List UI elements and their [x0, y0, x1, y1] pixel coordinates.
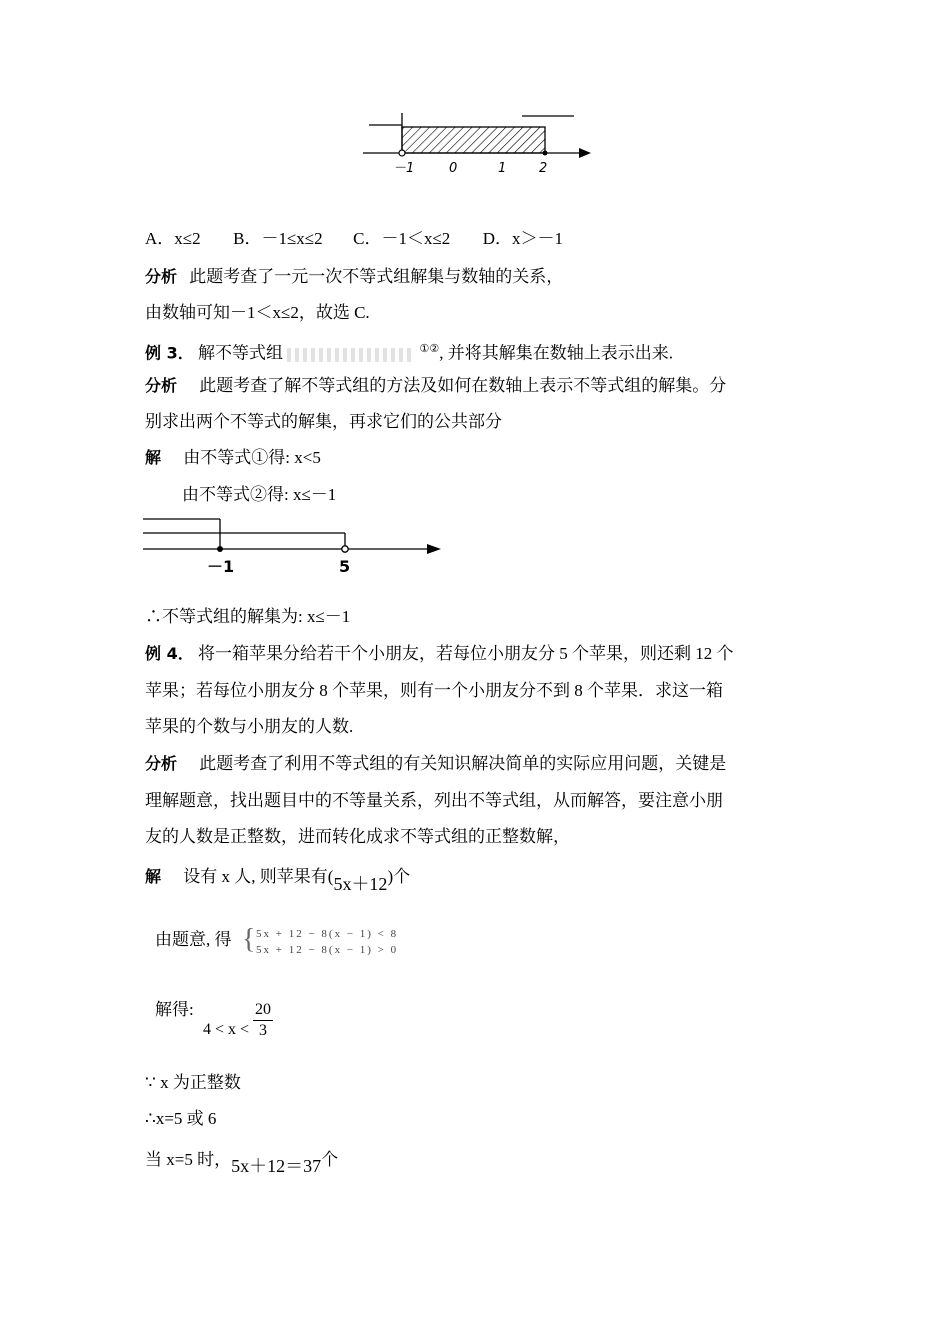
ex4-analysis-label: 分析	[145, 754, 178, 773]
number-line-figure-1	[355, 108, 600, 180]
inequality-system-image	[287, 348, 415, 362]
ex3-solution-label: 解	[145, 448, 162, 467]
tick-label-minus-1: －1	[393, 161, 415, 176]
closed-point-2	[543, 151, 548, 156]
number-line-figure-2	[143, 512, 448, 577]
example-3-label: 例 3．	[145, 343, 194, 363]
ex4-analysis-line-2: 理解题意，找出题目中的不等量关系，列出不等式组，从而解答，要注意小朋	[145, 791, 723, 810]
ex4-analysis-line-3: 友的人数是正整数，进而转化成求不等式组的正整数解，	[145, 827, 570, 846]
ex4-setup-text: 设有 x 人, 则苹果有(	[183, 867, 334, 886]
ex4-question-line-3: 苹果的个数与小朋友的人数.	[145, 717, 354, 736]
ex4-setup-expression: 5x＋12	[333, 874, 388, 894]
ex4-therefore: ∴x=5 或 6	[145, 1109, 217, 1128]
closed-point-minus-1	[217, 546, 223, 552]
analysis-label: 分析	[145, 267, 178, 286]
ex4-question-line-1	[145, 642, 733, 666]
ex4-solution-label: 解	[145, 867, 162, 886]
ex3-analysis-text: 此题考查了解不等式组的方法及如何在数轴上表示不等式组的解集。分	[199, 376, 727, 395]
tick-label-1: 1	[498, 161, 507, 176]
ex4-question-text: 将一箱苹果分给若干个小朋友，若每位小朋友分 5 个苹果，则还剩 12 个	[197, 644, 734, 663]
ex4-when-text: 当 x=5 时，	[145, 1150, 232, 1169]
ex4-when-unit: 个	[321, 1150, 339, 1169]
ex4-when-expression: 5x＋12＝37	[231, 1156, 322, 1176]
ex3-analysis-line-2: 别求出两个不等式的解集，再求它们的公共部分	[145, 412, 502, 431]
system-brace: {	[242, 924, 256, 955]
ex3-conclusion: ∴不等式组的解集为: x≤－1	[145, 607, 351, 626]
ex4-solution-interval	[203, 998, 273, 1039]
inequality-1: 5x + 12 − 8(x − 1) < 8	[256, 928, 399, 940]
ex3-step-1	[145, 446, 321, 470]
ex2-conclusion: 由数轴可知－1＜x≤2，故选 C.	[145, 303, 370, 322]
open-point-5	[342, 546, 348, 552]
fraction-numerator: 20	[253, 1000, 273, 1021]
inequality-marks: ①②	[419, 343, 440, 355]
answer-options	[145, 227, 563, 251]
ex4-because: ∵ x 为正整数	[145, 1073, 241, 1092]
ex2-analysis	[145, 265, 563, 289]
ex3-question-text: 解不等式组	[197, 343, 283, 363]
ex4-solve	[155, 998, 194, 1022]
ex3-question	[145, 337, 673, 366]
ex4-setup-unit: )个	[387, 867, 411, 886]
fraction-denominator: 3	[259, 1022, 268, 1039]
analysis-text: 此题考查了一元一次不等式组解集与数轴的关系，	[189, 267, 564, 286]
example-4-label: 例 4．	[145, 644, 194, 663]
open-point-minus-1	[399, 150, 405, 156]
tick-label-2: 2	[539, 161, 548, 176]
ex4-analysis-line-1	[145, 752, 726, 776]
interval-left: 4 < x <	[203, 1021, 250, 1039]
fraction-20-over-3	[253, 1000, 273, 1041]
tick-label-0: 0	[449, 161, 458, 176]
ex4-analysis-text: 此题考查了利用不等式组的有关知识解决简单的实际应用问题，关键是	[199, 754, 727, 773]
ex3-question-tail: , 并将其解集在数轴上表示出来.	[439, 343, 673, 363]
option-c: C．－1＜x≤2	[353, 229, 451, 248]
ex4-question-line-2: 苹果；若每位小朋友分 8 个苹果，则有一个小朋友分不到 8 个苹果．求这一箱	[145, 681, 723, 700]
ex4-solve-text: 解得:	[155, 1000, 194, 1019]
ex4-by-condition	[155, 928, 232, 952]
hatched-solution-region	[402, 127, 545, 153]
ex3-analysis-label: 分析	[145, 376, 178, 395]
ex3-analysis-line-1	[145, 374, 726, 398]
option-d: D．x＞－1	[482, 229, 564, 248]
axis-arrow	[579, 148, 591, 158]
ex3-step-1-text: 由不等式①得: x<5	[183, 448, 321, 467]
ex4-setup	[145, 864, 411, 894]
ex4-when	[145, 1147, 339, 1176]
option-a: A．x≤2	[145, 229, 201, 248]
axis-arrow	[427, 544, 441, 554]
tick-label-minus-1: －1	[207, 557, 235, 576]
option-b: B．－1≤x≤2	[233, 229, 323, 248]
ex4-by-condition-text: 由题意, 得	[155, 930, 232, 949]
ex3-step-2: 由不等式②得: x≤－1	[182, 485, 337, 504]
inequality-2: 5x + 12 − 8(x − 1) > 0	[256, 944, 399, 956]
tick-label-5: 5	[339, 557, 351, 576]
